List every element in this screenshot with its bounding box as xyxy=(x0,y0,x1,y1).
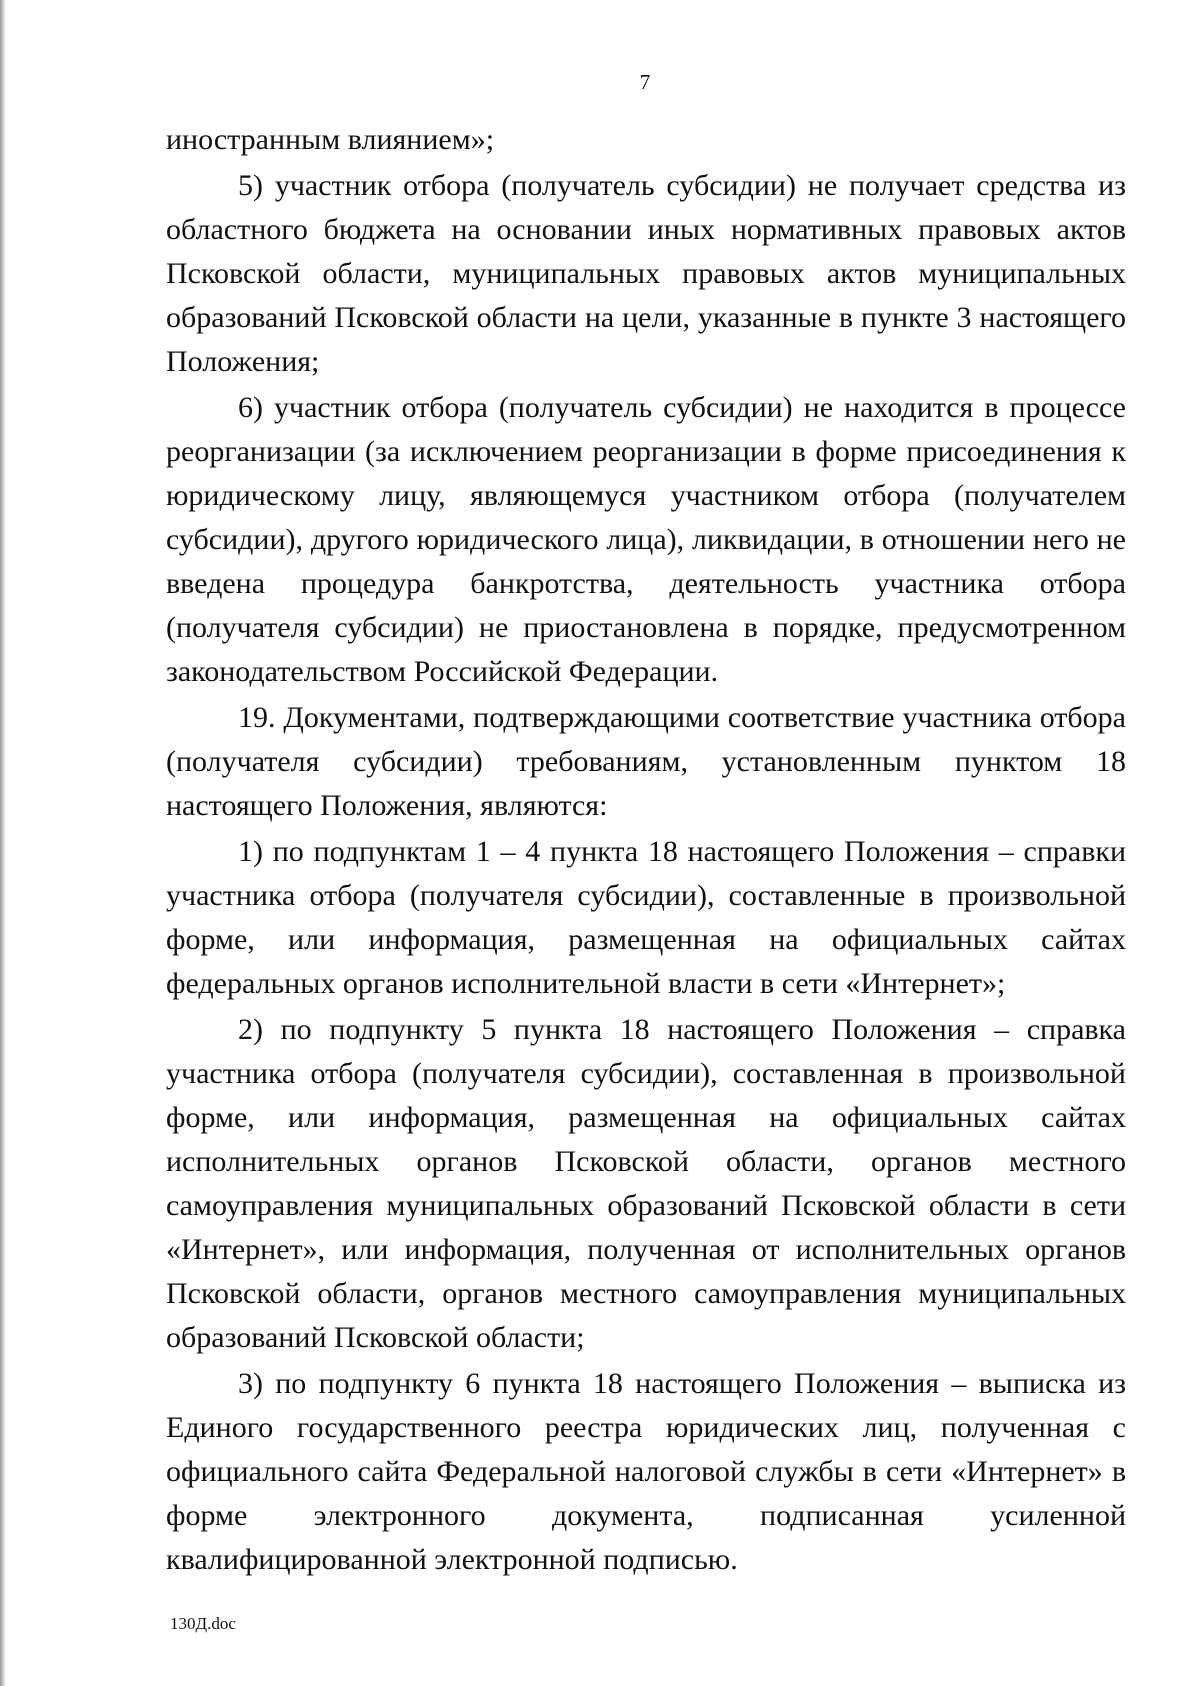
footer-file-name: 130Д.doc xyxy=(170,1614,236,1633)
page-number: 7 xyxy=(639,70,651,94)
paragraph-point-19: 19. Документами, подтверждающими соответствие участника отбора (получателя субсидии) требованиям, установленным пунктом 18 настоящего Положения, являются: xyxy=(166,701,1126,822)
paragraph-item-6: 6) участник отбора (получатель субсидии) не находится в процессе реорганизации (за исключением реорганизации в форме присоединения к юридическому лицу, являющемуся участником отбора (получателем субсидии), другого юридического лица), ликвидации, в отношении него не введена процедура банкротства, деятельность участника отбора (получателя субсидии) не приостановлена в порядке, предусмотренном законодательством Российской Федерации. xyxy=(166,391,1126,688)
document-body xyxy=(166,118,1126,1582)
paragraph-subitem-2: 2) по подпункту 5 пункта 18 настоящего Положения – справка участника отбора (получателя субсидии), составленная в произвольной форме, или информация, размещенная на официальных сайтах исполнительных органов Псковской области, органов местного самоуправления муниципальных образований Псковской области в сети «Интернет», или информация, полученная от исполнительных органов Псковской области, органов местного самоуправления муниципальных образований Псковской области; xyxy=(166,1013,1126,1354)
paragraph-item-5: 5) участник отбора (получатель субсидии) не получает средства из областного бюджета на основании иных нормативных правовых актов Псковской области, муниципальных правовых актов муниципальных образований Псковской области на цели, указанные в пункте 3 настоящего Положения; xyxy=(166,169,1126,378)
paragraph-subitem-3: 3) по подпункту 6 пункта 18 настоящего Положения – выписка из Единого государственного реестра юридических лиц, полученная с официального сайта Федеральной налоговой службы в сети «Интернет» в форме электронного документа, подписанная усиленной квалифицированной электронной подписью. xyxy=(166,1367,1126,1576)
paragraph-continuation: иностранным влиянием»; xyxy=(166,123,495,156)
paragraph-subitem-1: 1) по подпунктам 1 – 4 пункта 18 настоящего Положения – справки участника отбора (получателя субсидии), составленные в произвольной форме, или информация, размещенная на официальных сайтах федеральных органов исполнительной власти в сети «Интернет»; xyxy=(166,835,1126,1000)
scan-edge xyxy=(0,0,6,1686)
